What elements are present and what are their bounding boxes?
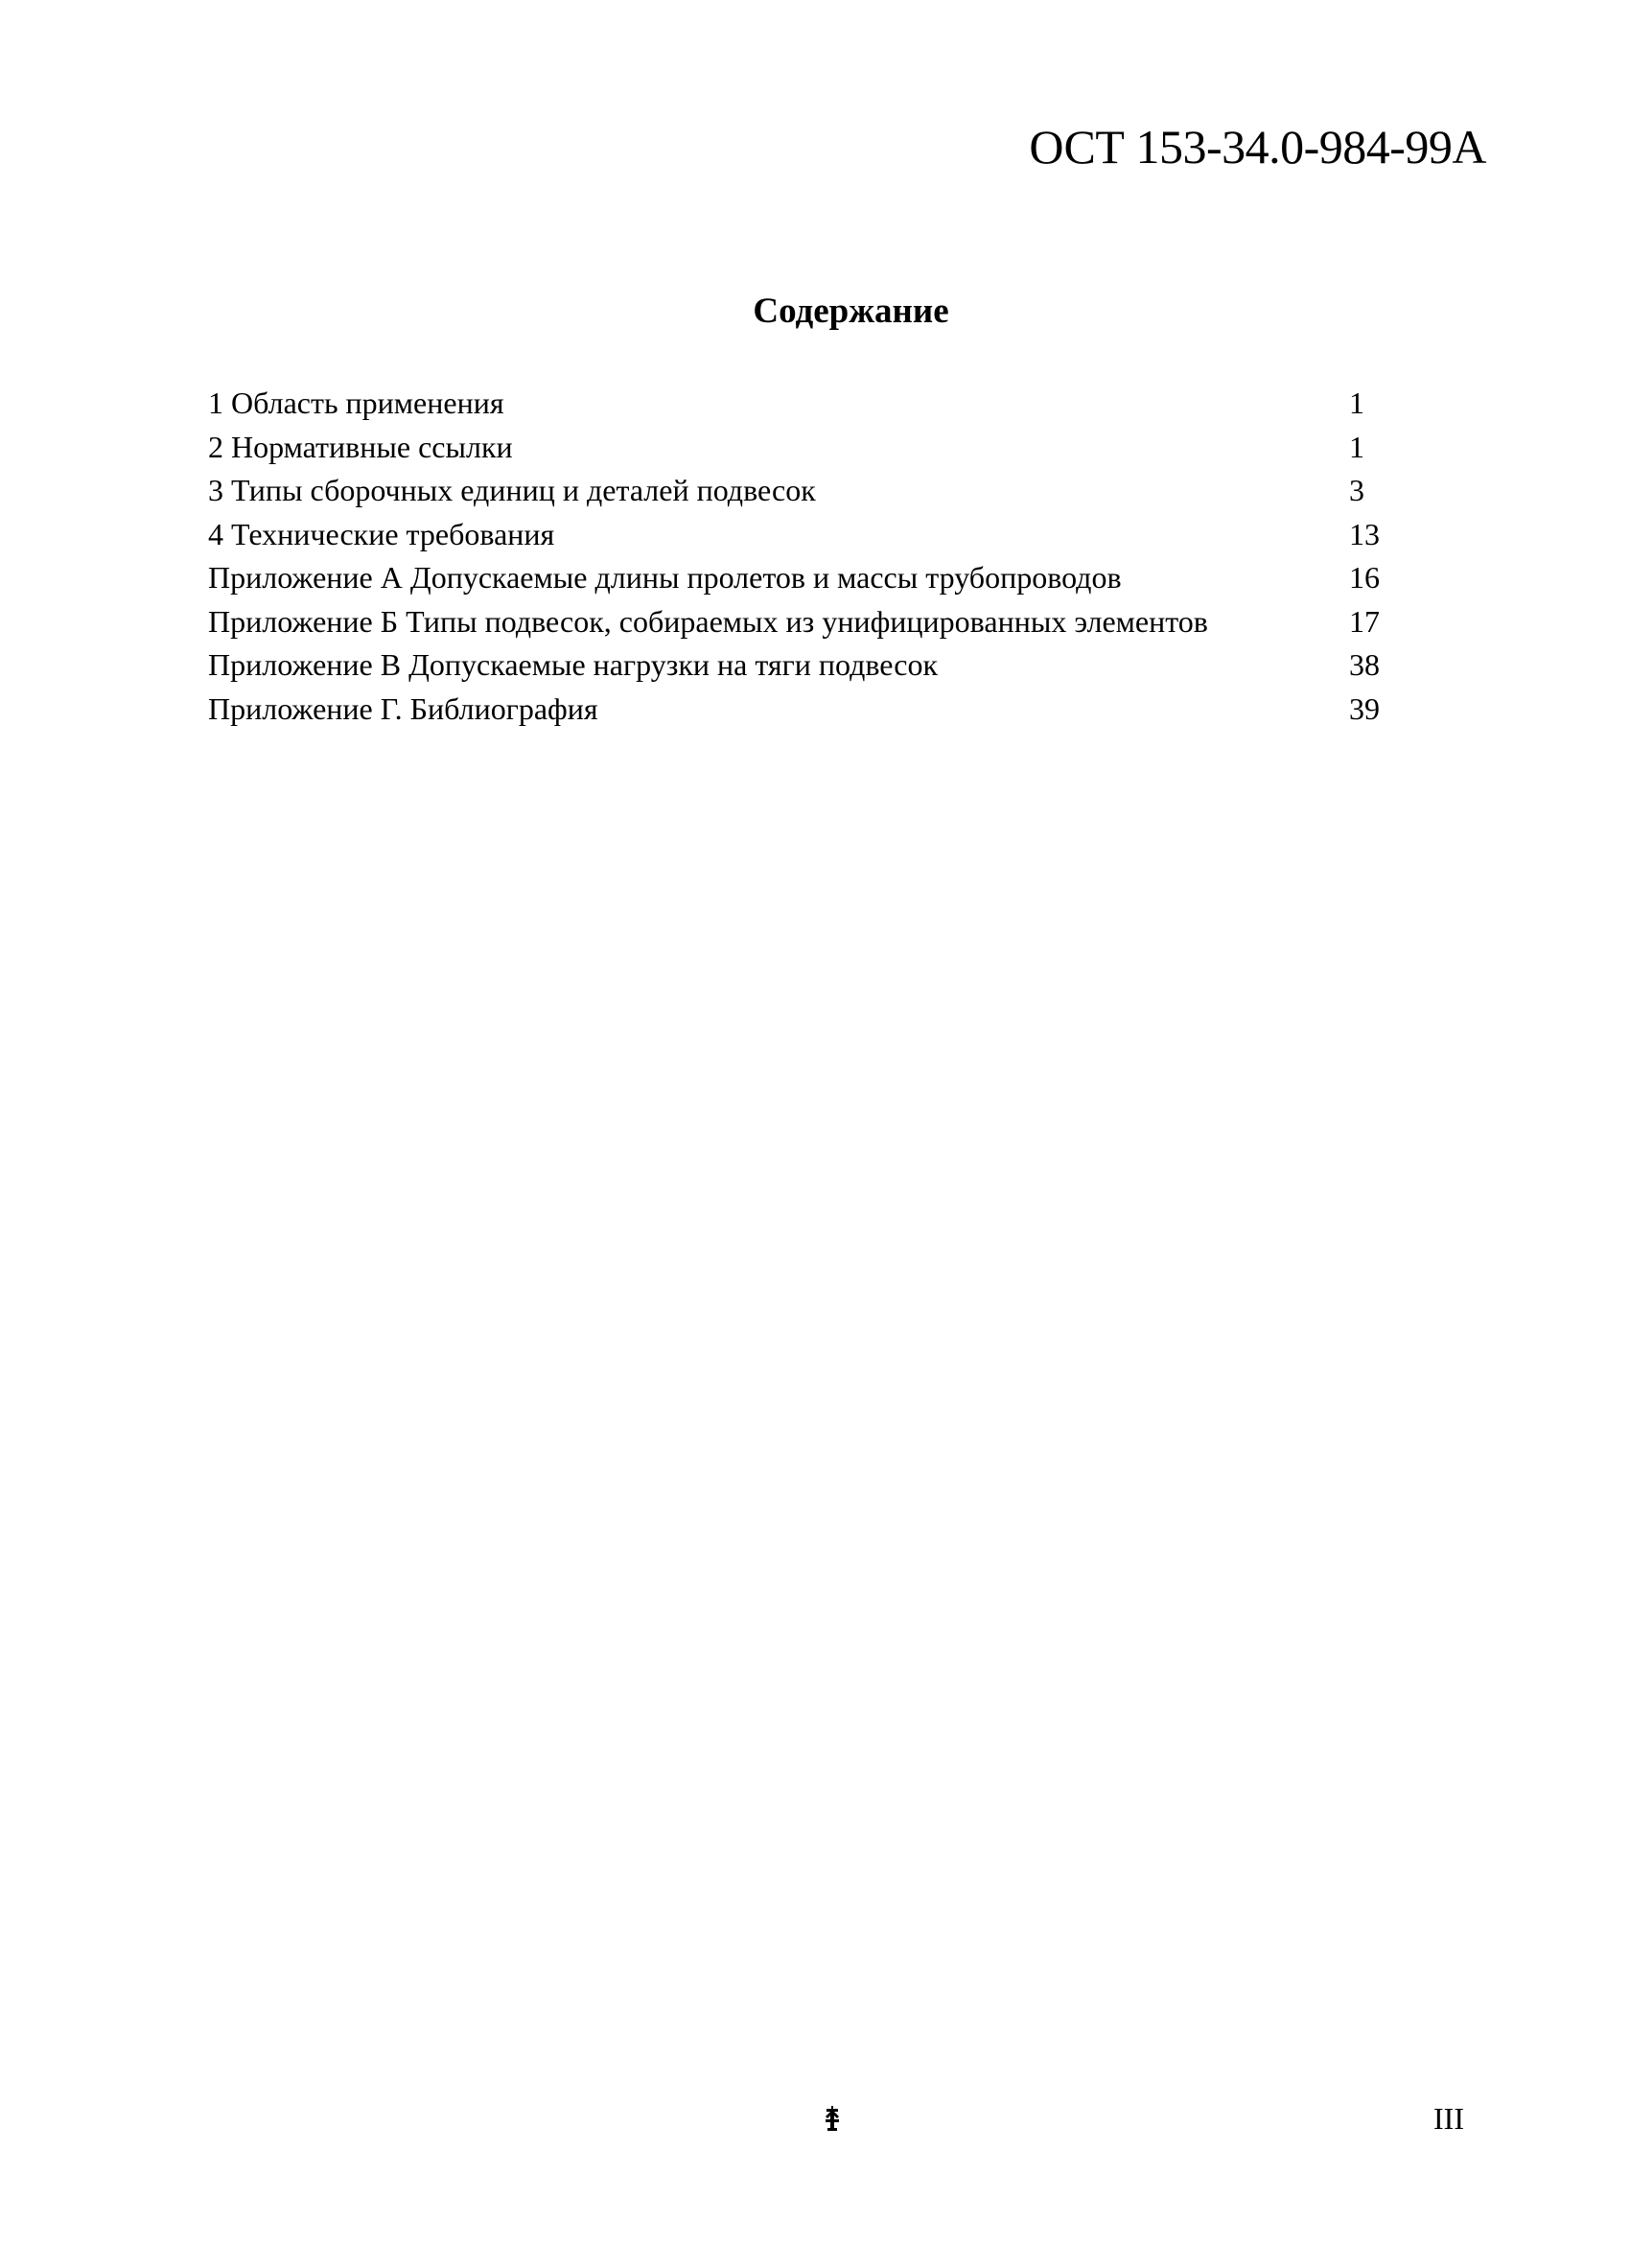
toc-entry-title: 1 Область применения [208, 386, 504, 420]
page-number: III [1433, 2101, 1464, 2136]
toc-entry-title: Приложение А Допускаемые длины пролетов и массы трубопроводов [208, 560, 1122, 595]
document-code: ОСТ 153-34.0-984-99А [1029, 120, 1486, 174]
toc-entry [208, 556, 1387, 600]
table-of-contents [208, 382, 1387, 731]
toc-entry-page: 1 [1349, 386, 1364, 420]
toc-entry [208, 600, 1387, 644]
toc-entry [208, 643, 1387, 688]
toc-entry-title: 3 Типы сборочных единиц и деталей подвесок [208, 473, 816, 507]
toc-entry-title: 2 Нормативные ссылки [208, 429, 513, 464]
toc-entry [208, 382, 1387, 426]
stamp-mark-icon [823, 2105, 842, 2132]
toc-entry-page: 13 [1349, 516, 1380, 551]
toc-entry [208, 426, 1387, 470]
toc-entry [208, 513, 1387, 557]
toc-entry-title: 4 Технические требования [208, 516, 555, 551]
toc-entry-page: 3 [1349, 473, 1364, 507]
toc-entry-page: 1 [1349, 429, 1364, 464]
toc-entry-page: 38 [1349, 647, 1380, 682]
toc-entry-page: 39 [1349, 690, 1380, 726]
toc-entry-title: Приложение В Допускаемые нагрузки на тяги подвесок [208, 647, 939, 682]
toc-entry [208, 469, 1387, 513]
toc-entry-page: 16 [1349, 560, 1380, 595]
toc-entry-title: Приложение Б Типы подвесок, собираемых из унифицированных элементов [208, 603, 1208, 639]
toc-entry-page: 17 [1349, 603, 1380, 639]
toc-heading: Содержание [753, 292, 949, 331]
toc-entry-title: Приложение Г. Библиография [208, 690, 598, 726]
toc-entry [208, 688, 1387, 732]
